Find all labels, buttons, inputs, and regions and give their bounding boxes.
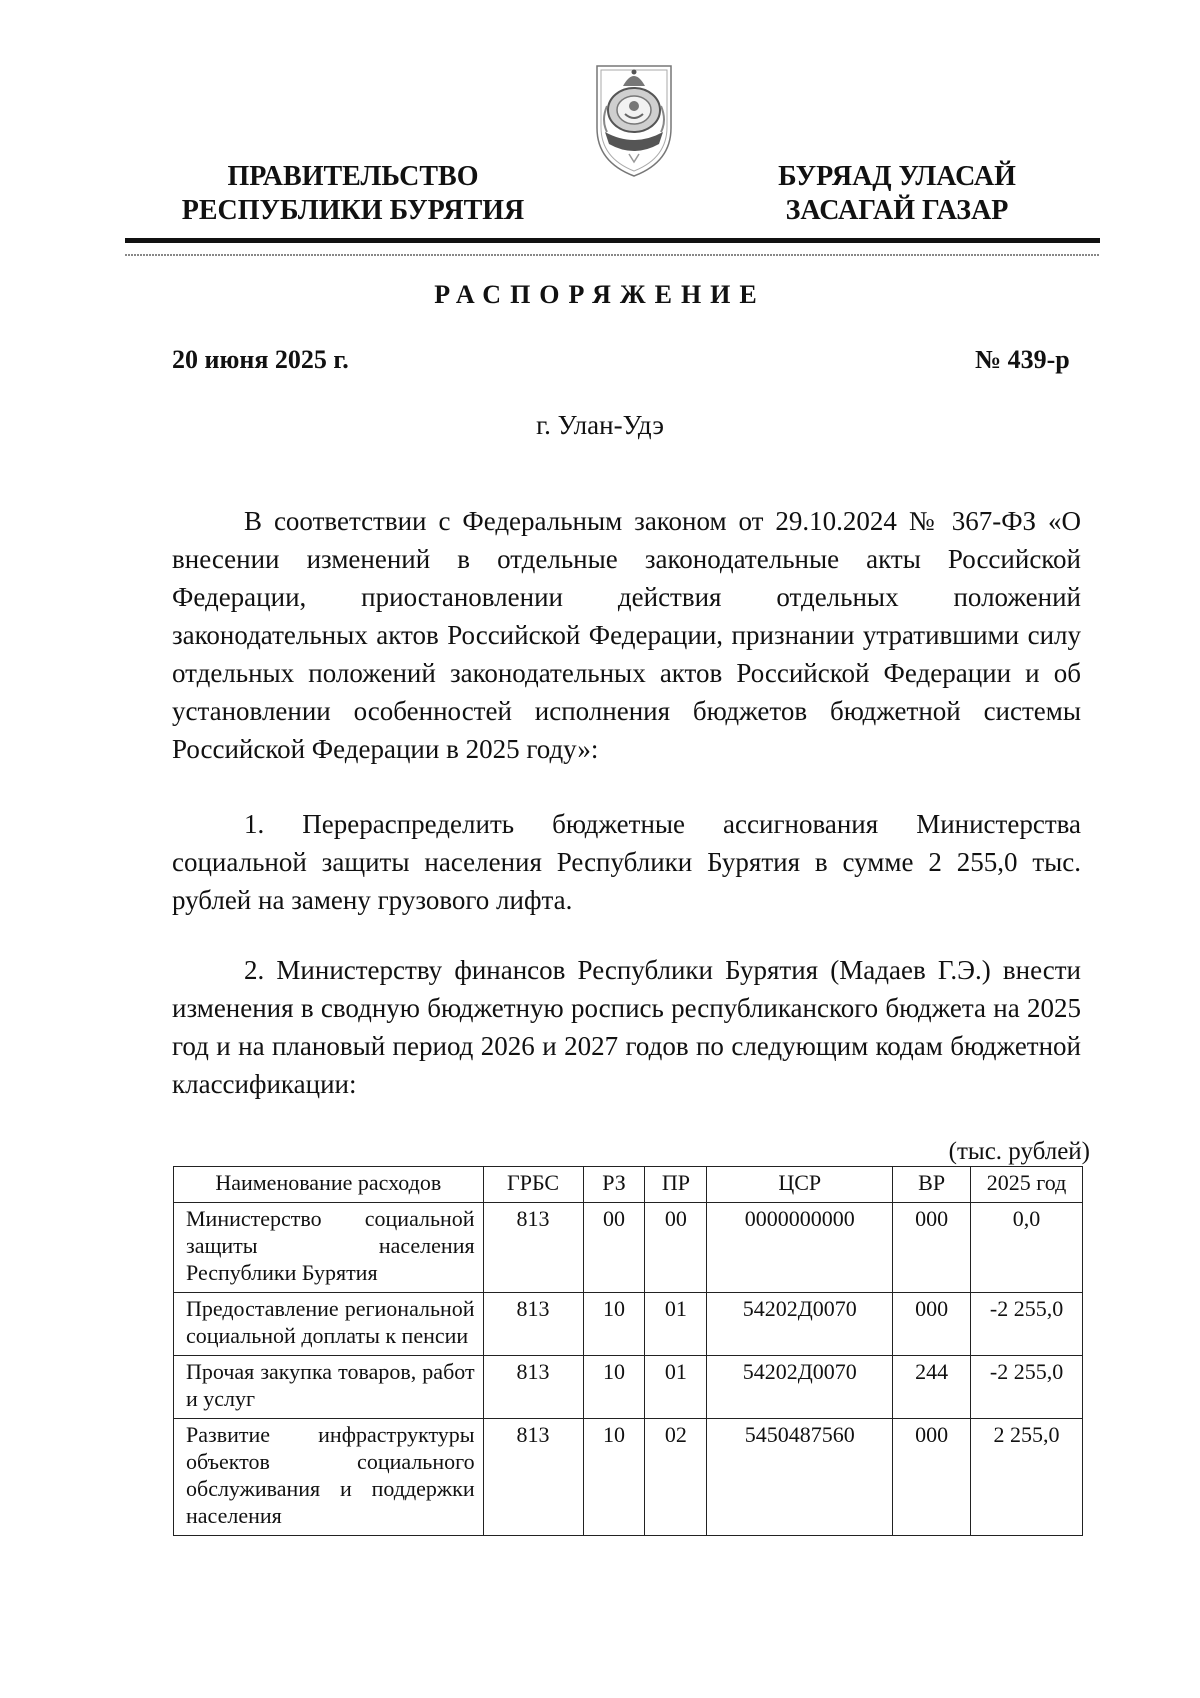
- table-row: [174, 1203, 1083, 1293]
- col-header-pr: ПР: [645, 1167, 707, 1203]
- cell-vr: 000: [893, 1293, 971, 1356]
- cell-name: Прочая закупка товаров, работ и услуг: [174, 1356, 484, 1419]
- document-city: г. Улан-Удэ: [536, 410, 664, 440]
- government-name-line-1: ПРАВИТЕЛЬСТВО: [227, 161, 479, 192]
- cell-grbs: 813: [483, 1293, 583, 1356]
- table-units-label: (тыс. рублей): [948, 1138, 1090, 1165]
- cell-grbs: 813: [483, 1419, 583, 1536]
- cell-grbs: 813: [483, 1356, 583, 1419]
- cell-grbs: 813: [483, 1203, 583, 1293]
- cell-amount: -2 255,0: [971, 1293, 1083, 1356]
- cell-pr: 01: [645, 1356, 707, 1419]
- header-divider-thin: [125, 254, 1100, 256]
- cell-pr: 01: [645, 1293, 707, 1356]
- header-divider-thick: [125, 238, 1100, 243]
- document-type-title: РАСПОРЯЖЕНИЕ: [434, 280, 766, 309]
- item-2-paragraph: 2. Министерству финансов Республики Бурятия (Мадаев Г.Э.) внести изменения в сводную бюджетную роспись республиканского бюджета на 2025 год и на плановый период 2026 и 2027 годов по следующим кодам бюджетной классификации:: [172, 955, 1081, 1099]
- cell-amount: -2 255,0: [971, 1356, 1083, 1419]
- budget-classification-table: [173, 1166, 1083, 1536]
- col-header-vr: ВР: [893, 1167, 971, 1203]
- col-header-grbs: ГРБС: [483, 1167, 583, 1203]
- cell-pr: 00: [645, 1203, 707, 1293]
- coat-of-arms-icon: [593, 58, 675, 180]
- document-number: № 439-р: [975, 345, 1070, 374]
- col-header-rz: РЗ: [583, 1167, 645, 1203]
- government-name-line-2: РЕСПУБЛИКИ БУРЯТИЯ: [181, 195, 525, 226]
- table-row: [174, 1293, 1083, 1356]
- table-header-row: [174, 1167, 1083, 1203]
- cell-amount: 2 255,0: [971, 1419, 1083, 1536]
- cell-csr: 0000000000: [707, 1203, 893, 1293]
- cell-name: Министерство социальной защиты населения Республики Бурятия: [174, 1203, 484, 1293]
- government-name-buryat: [752, 160, 1042, 228]
- col-header-name: Наименование расходов: [174, 1167, 484, 1203]
- cell-amount: 0,0: [971, 1203, 1083, 1293]
- cell-csr: 54202Д0070: [707, 1293, 893, 1356]
- document-date: 20 июня 2025 г.: [172, 345, 349, 374]
- government-name-buryat-line-2: ЗАСАГАЙ ГАЗАР: [785, 195, 1009, 226]
- table-row: [174, 1419, 1083, 1536]
- cell-name: Предоставление региональной социальной доплаты к пенсии: [174, 1293, 484, 1356]
- cell-vr: 000: [893, 1203, 971, 1293]
- cell-name: Развитие инфраструктуры объектов социального обслуживания и поддержки населения: [174, 1419, 484, 1536]
- government-name-buryat-line-1: БУРЯАД УЛАСАЙ: [778, 161, 1016, 192]
- cell-csr: 5450487560: [707, 1419, 893, 1536]
- cell-vr: 244: [893, 1356, 971, 1419]
- cell-rz: 00: [583, 1203, 645, 1293]
- item-1-paragraph: 1. Перераспределить бюджетные ассигнования Министерства социальной защиты населения Республики Бурятия в сумме 2 255,0 тыс. рублей на замену грузового лифта.: [172, 809, 1081, 915]
- col-header-year: 2025 год: [971, 1167, 1083, 1203]
- table-row: [174, 1356, 1083, 1419]
- cell-rz: 10: [583, 1293, 645, 1356]
- preamble-paragraph: В соответствии с Федеральным законом от 29.10.2024 № 367-ФЗ «О внесении изменений в отдельные законодательные акты Российской Федерации, приостановлении действия отдельных положений законодательных актов Российской Федерации, признании утратившими силу отдельных положений законодательных актов Российской Федерации и об установлении особенностей исполнения бюджетов бюджетной системы Российской Федерации в 2025 году»:: [172, 506, 1081, 764]
- cell-rz: 10: [583, 1356, 645, 1419]
- cell-rz: 10: [583, 1419, 645, 1536]
- government-name-russian: [168, 160, 538, 228]
- cell-csr: 54202Д0070: [707, 1356, 893, 1419]
- cell-vr: 000: [893, 1419, 971, 1536]
- cell-pr: 02: [645, 1419, 707, 1536]
- col-header-csr: ЦСР: [707, 1167, 893, 1203]
